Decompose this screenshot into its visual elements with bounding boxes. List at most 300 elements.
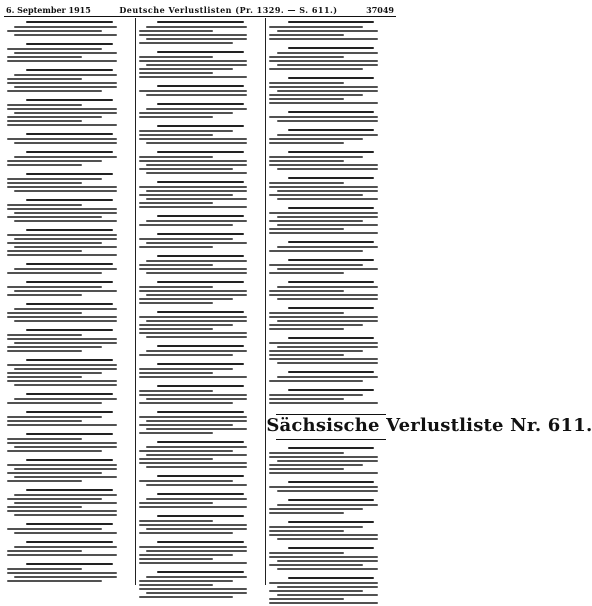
entry-line (277, 286, 378, 288)
entry-heading (139, 214, 263, 218)
entry-line (269, 156, 363, 158)
entry-line (277, 134, 378, 136)
entry-line (269, 602, 378, 604)
entry-line (139, 394, 248, 396)
entry-line (14, 342, 116, 344)
list-entry (7, 42, 132, 64)
list-entry (7, 562, 132, 584)
entry-heading (269, 20, 393, 24)
entry-line (277, 594, 378, 596)
header-rule (4, 16, 396, 17)
entry-line (146, 272, 247, 274)
entry-line (146, 528, 247, 530)
entry-line (7, 338, 117, 340)
list-entry (7, 328, 132, 354)
list-entry (7, 20, 132, 38)
entry-heading (7, 172, 132, 176)
entry-line (139, 246, 213, 248)
entry-line (139, 76, 248, 78)
entry-line (139, 372, 213, 374)
entry-line (7, 186, 117, 188)
entry-heading (7, 228, 132, 232)
list-entry (7, 280, 132, 298)
entry-heading (7, 262, 132, 266)
entry-line (146, 550, 247, 552)
entry-line (269, 56, 343, 58)
entry-line (7, 208, 117, 210)
entry-line (7, 528, 102, 530)
entry-line (277, 538, 378, 540)
entry-line (146, 592, 247, 594)
list-entry (139, 492, 263, 510)
entry-line (269, 272, 343, 274)
list-entry (139, 540, 263, 566)
entry-heading (139, 20, 263, 24)
entry-line (269, 312, 343, 314)
header-title: Deutsche Verlustlisten (119, 4, 232, 15)
list-entry (139, 362, 263, 380)
entry-line (146, 172, 247, 174)
entry-line (269, 350, 363, 352)
entry-line (139, 224, 233, 226)
entry-line (269, 26, 363, 28)
list-entry (139, 310, 263, 340)
list-entry (7, 358, 132, 388)
entry-line (269, 60, 378, 62)
entry-heading (139, 310, 263, 314)
entry-line (7, 160, 102, 162)
list-entry (269, 546, 393, 572)
entry-line (139, 432, 213, 434)
entry-line (269, 290, 343, 292)
entry-line (7, 124, 117, 126)
list-entry (269, 206, 393, 236)
entry-line (14, 290, 116, 292)
entry-line (139, 160, 248, 162)
entry-line (7, 48, 102, 50)
entry-line (7, 506, 82, 508)
entry-heading (269, 306, 393, 310)
entry-line (7, 372, 102, 374)
list-entry (269, 336, 393, 366)
entry-line (7, 350, 82, 352)
entry-line (14, 142, 116, 144)
entry-line (14, 268, 116, 270)
entry-line (7, 312, 82, 314)
entry-line (269, 534, 378, 536)
entry-heading (7, 432, 132, 436)
entry-line (269, 82, 343, 84)
entry-line (269, 468, 343, 470)
entry-line (7, 376, 82, 378)
entry-line (269, 512, 343, 514)
entry-heading (269, 258, 393, 262)
list-entry (7, 132, 132, 146)
entry-line (146, 108, 247, 110)
entry-line (7, 216, 102, 218)
entry-line (7, 510, 117, 512)
entry-line (14, 212, 116, 214)
entry-heading (269, 76, 393, 80)
entry-line (139, 264, 213, 266)
entry-line (14, 308, 116, 310)
entry-line (139, 368, 233, 370)
entry-line (277, 268, 378, 270)
entry-line (7, 334, 82, 336)
entry-line (146, 350, 247, 352)
entry-heading (7, 132, 132, 136)
list-entry (7, 522, 132, 536)
list-entry (139, 570, 263, 600)
entry-heading (7, 280, 132, 284)
list-entry (269, 110, 393, 124)
entry-heading (139, 180, 263, 184)
entry-line (14, 532, 116, 534)
entry-line (139, 546, 248, 548)
entry-line (139, 554, 233, 556)
entry-line (139, 354, 233, 356)
list-entry (7, 150, 132, 168)
entry-line (277, 64, 378, 66)
entry-line (14, 74, 116, 76)
entry-line (139, 332, 248, 334)
entry-line (7, 380, 117, 382)
entry-heading (139, 540, 263, 544)
list-entry (139, 254, 263, 276)
section-rule-bottom (276, 439, 386, 440)
entry-line (269, 472, 378, 474)
entry-heading (269, 336, 393, 340)
entry-line (277, 198, 378, 200)
entry-line (139, 424, 233, 426)
entry-line (7, 472, 102, 474)
entry-line (269, 220, 363, 222)
entry-line (7, 480, 82, 482)
entry-line (146, 428, 247, 430)
entry-line (269, 116, 378, 118)
entry-heading (7, 458, 132, 462)
entry-line (139, 42, 233, 44)
entry-line (7, 104, 82, 106)
entry-line (7, 498, 102, 500)
entry-line (7, 442, 117, 444)
entry-heading (7, 562, 132, 566)
list-entry (7, 98, 132, 128)
entry-line (7, 568, 82, 570)
entry-line (7, 294, 82, 296)
entry-line (7, 108, 117, 110)
header-title-issue (91, 5, 366, 15)
entry-line (277, 568, 378, 570)
entry-line (269, 380, 363, 382)
entry-line (269, 186, 378, 188)
list-entry (139, 20, 263, 46)
entry-line (139, 390, 213, 392)
entry-line (269, 86, 378, 88)
list-entry (7, 488, 132, 518)
entry-heading (139, 84, 263, 88)
entry-line (7, 138, 117, 140)
entry-line (14, 576, 116, 578)
entry-line (139, 416, 248, 418)
entry-line (277, 376, 378, 378)
entry-heading (269, 128, 393, 132)
entry-line (277, 120, 378, 122)
entry-line (269, 98, 343, 100)
entry-heading (7, 42, 132, 46)
entry-line (14, 190, 116, 192)
entry-line (269, 138, 363, 140)
entry-heading (269, 388, 393, 392)
entry-heading (269, 240, 393, 244)
entry-line (7, 90, 102, 92)
entry-line (269, 342, 378, 344)
entry-line (139, 286, 213, 288)
list-entry (7, 540, 132, 558)
entry-line (14, 368, 116, 370)
entry-line (7, 420, 82, 422)
list-entry (269, 128, 393, 146)
entry-line (139, 30, 213, 32)
entry-line (269, 456, 378, 458)
entry-line (7, 164, 82, 166)
entry-line (146, 420, 247, 422)
entry-heading (269, 546, 393, 550)
entry-line (269, 556, 378, 558)
entry-line (277, 504, 378, 506)
entry-line (269, 34, 343, 36)
entry-heading (269, 280, 393, 284)
entry-line (139, 268, 248, 270)
entry-heading (7, 98, 132, 102)
list-entry (7, 302, 132, 324)
entry-line (277, 52, 378, 54)
entry-line (14, 502, 116, 504)
entry-line (269, 486, 378, 488)
entry-line (139, 112, 233, 114)
entry-line (7, 254, 117, 256)
entry-line (7, 272, 102, 274)
entry-line (139, 90, 248, 92)
entry-line (14, 220, 116, 222)
entry-line (277, 30, 378, 32)
entry-line (277, 560, 378, 562)
entry-line (269, 582, 378, 584)
entry-line (139, 186, 248, 188)
list-entry (269, 240, 393, 254)
entry-line (14, 494, 116, 496)
entry-line (277, 362, 378, 364)
entry-line (7, 364, 117, 366)
entry-line (139, 68, 233, 70)
list-entry (269, 76, 393, 106)
entry-line (269, 402, 378, 404)
entry-heading (269, 480, 393, 484)
entry-line (14, 112, 116, 114)
list-entry (139, 474, 263, 488)
entry-line (7, 424, 117, 426)
entry-line (269, 228, 343, 230)
page-header (6, 4, 394, 15)
entry-heading (139, 50, 263, 54)
entry-line (7, 250, 82, 252)
entry-heading (7, 68, 132, 72)
entry-line (277, 298, 378, 300)
entry-line (7, 550, 82, 552)
list-entry (7, 198, 132, 224)
entry-heading (269, 206, 393, 210)
entry-line (14, 446, 116, 448)
entry-line (139, 584, 213, 586)
entry-line (269, 358, 378, 360)
list-entry (269, 280, 393, 302)
list-entry (7, 410, 132, 428)
entry-line (14, 514, 116, 516)
entry-line (277, 320, 378, 322)
entry-heading (139, 102, 263, 106)
entry-heading (269, 520, 393, 524)
entry-line (139, 302, 213, 304)
entry-line (269, 250, 363, 252)
entry-line (269, 526, 363, 528)
entry-line (269, 316, 378, 318)
entry-heading (7, 328, 132, 332)
list-entry (139, 344, 263, 358)
entry-line (139, 558, 213, 560)
entry-line (269, 68, 363, 70)
list-entry (139, 150, 263, 176)
entry-line (7, 242, 102, 244)
entry-line (139, 56, 213, 58)
entry-line (146, 190, 247, 192)
entry-line (7, 204, 82, 206)
entry-line (139, 60, 248, 62)
list-entry (7, 262, 132, 276)
entry-line (139, 462, 248, 464)
entry-line (7, 316, 117, 318)
entry-line (139, 376, 248, 378)
entry-line (277, 586, 378, 588)
entry-line (14, 52, 116, 54)
entry-heading (269, 446, 393, 450)
entry-line (269, 142, 343, 144)
entry-heading (269, 150, 393, 154)
entry-line (277, 460, 378, 462)
entry-line (7, 182, 82, 184)
entry-line (146, 466, 247, 468)
list-entry (7, 458, 132, 484)
entry-heading (7, 358, 132, 362)
list-entry (7, 68, 132, 94)
entry-line (146, 38, 247, 40)
list-entry (269, 480, 393, 494)
entry-line (277, 168, 378, 170)
list-entry (139, 384, 263, 406)
entry-line (7, 30, 102, 32)
entry-line (269, 530, 343, 532)
entry-line (146, 320, 247, 322)
entry-line (7, 572, 117, 574)
entry-line (7, 402, 102, 404)
column-middle (135, 18, 266, 585)
entry-heading (139, 150, 263, 154)
entry-heading (139, 232, 263, 236)
list-entry (139, 514, 263, 536)
entry-line (139, 130, 233, 132)
entry-line (269, 590, 363, 592)
column-left (4, 18, 135, 585)
entry-line (139, 72, 213, 74)
entry-line (139, 524, 248, 526)
entry-line (269, 194, 363, 196)
entry-line (7, 416, 102, 418)
list-entry (139, 410, 263, 436)
entry-line (277, 246, 378, 248)
entry-line (146, 484, 247, 486)
list-entry (7, 432, 132, 454)
entry-heading (139, 492, 263, 496)
entry-line (14, 384, 116, 386)
header-date: 6. September 1915 (6, 4, 91, 15)
entry-line (269, 394, 363, 396)
entry-line (139, 298, 233, 300)
entry-line (269, 508, 363, 510)
entry-line (269, 38, 378, 40)
list-entry (269, 176, 393, 202)
entry-line (7, 286, 102, 288)
header-page-number: 37049 (366, 4, 394, 15)
entry-line (7, 234, 117, 236)
list-entry (269, 20, 393, 42)
entry-heading (7, 20, 132, 24)
list-entry (269, 446, 393, 476)
entry-line (7, 120, 82, 122)
entry-line (7, 554, 117, 556)
entry-line (277, 190, 378, 192)
entry-heading (7, 198, 132, 202)
entry-line (7, 580, 102, 582)
entry-line (139, 458, 213, 460)
list-entry (269, 258, 393, 276)
entry-line (139, 194, 233, 196)
entry-line (139, 450, 233, 452)
entry-line (269, 164, 378, 166)
entry-line (139, 328, 213, 330)
list-entry (269, 576, 393, 606)
entry-line (139, 502, 213, 504)
entry-line (146, 294, 247, 296)
entry-line (146, 576, 247, 578)
entry-line (277, 346, 378, 348)
entry-heading (139, 570, 263, 574)
entry-line (146, 220, 247, 222)
entry-heading (7, 302, 132, 306)
entry-line (139, 202, 213, 204)
entry-line (139, 324, 233, 326)
entry-line (14, 238, 116, 240)
section-heading: Sächsische Verlustliste Nr. 611. (266, 415, 592, 436)
list-entry (7, 392, 132, 406)
column-right (265, 18, 592, 585)
entry-line (14, 156, 116, 158)
entry-line (14, 86, 116, 88)
text-columns (4, 18, 592, 585)
entry-line (139, 116, 213, 118)
entry-line (269, 182, 343, 184)
entry-line (14, 468, 116, 470)
entry-line (146, 164, 247, 166)
entry-line (146, 398, 247, 400)
